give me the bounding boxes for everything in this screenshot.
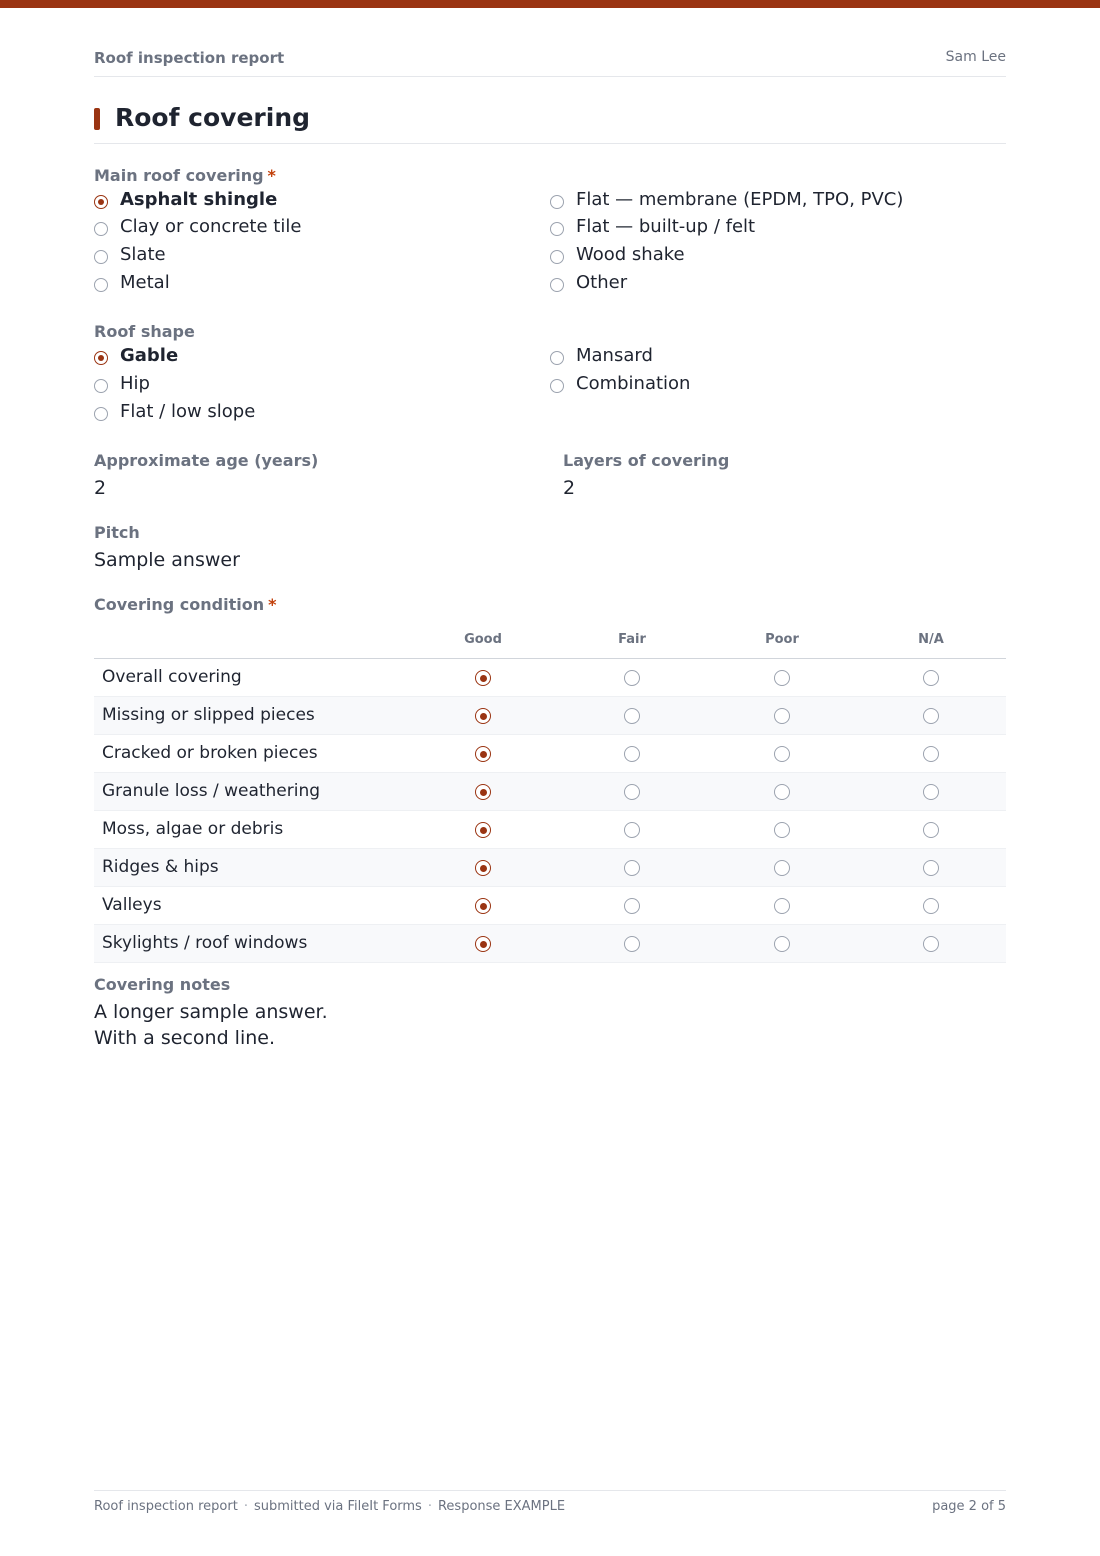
radio-fair-icon[interactable] xyxy=(624,708,640,724)
radio-good-selected-icon[interactable] xyxy=(475,784,491,800)
radio-empty-icon[interactable] xyxy=(550,379,564,393)
row-label: Moss, algae or debris xyxy=(102,819,284,839)
radio-empty-icon[interactable] xyxy=(94,379,108,393)
radio-na-icon[interactable] xyxy=(923,822,939,838)
radio-good-selected-icon[interactable] xyxy=(475,936,491,952)
matrix-row xyxy=(94,925,1006,963)
required-mark: * xyxy=(267,166,276,185)
roof-shape-label-text: Roof shape xyxy=(94,322,195,341)
radio-na-icon[interactable] xyxy=(923,746,939,762)
option-label: Flat — built-up / felt xyxy=(576,216,756,237)
row-label: Skylights / roof windows xyxy=(102,933,308,953)
column-header-fair: Fair xyxy=(618,632,646,647)
option-label: Metal xyxy=(120,272,170,293)
condition-label xyxy=(94,595,277,614)
footer-separator: · xyxy=(427,1499,432,1514)
age-label: Approximate age (years) xyxy=(94,451,319,470)
section-title: Roof covering xyxy=(115,103,311,132)
radio-na-icon[interactable] xyxy=(923,860,939,876)
radio-good-selected-icon[interactable] xyxy=(475,708,491,724)
header-author: Sam Lee xyxy=(945,49,1006,65)
radio-na-icon[interactable] xyxy=(923,708,939,724)
radio-poor-icon[interactable] xyxy=(774,822,790,838)
option-label: Gable xyxy=(120,345,179,366)
option-label: Other xyxy=(576,272,628,293)
main-covering-label xyxy=(94,166,276,185)
radio-poor-icon[interactable] xyxy=(774,746,790,762)
option-label: Mansard xyxy=(576,345,653,366)
radio-empty-icon[interactable] xyxy=(94,222,108,236)
radio-fair-icon[interactable] xyxy=(624,860,640,876)
radio-poor-icon[interactable] xyxy=(774,898,790,914)
roof-shape-label xyxy=(94,322,195,341)
condition-label-text: Covering condition xyxy=(94,595,265,614)
required-mark: * xyxy=(268,595,277,614)
footer-left xyxy=(94,1499,565,1514)
radio-na-icon[interactable] xyxy=(923,784,939,800)
radio-good-selected-icon[interactable] xyxy=(475,822,491,838)
radio-poor-icon[interactable] xyxy=(774,708,790,724)
radio-poor-icon[interactable] xyxy=(774,936,790,952)
radio-fair-icon[interactable] xyxy=(624,784,640,800)
matrix-row xyxy=(94,697,1006,735)
row-label: Granule loss / weathering xyxy=(102,781,321,801)
matrix-header xyxy=(94,624,1006,659)
row-label: Overall covering xyxy=(102,667,242,687)
radio-na-icon[interactable] xyxy=(923,936,939,952)
radio-fair-icon[interactable] xyxy=(624,898,640,914)
option-label: Flat / low slope xyxy=(120,401,256,422)
pitch-value: Sample answer xyxy=(94,549,240,571)
age-value: 2 xyxy=(94,477,107,499)
radio-good-selected-icon[interactable] xyxy=(475,670,491,686)
matrix-row xyxy=(94,887,1006,925)
notes-label: Covering notes xyxy=(94,975,231,994)
radio-fair-icon[interactable] xyxy=(624,936,640,952)
section-accent-bar xyxy=(94,108,100,130)
section-heading xyxy=(94,103,1006,144)
radio-good-selected-icon[interactable] xyxy=(475,860,491,876)
footer-submitted: submitted via FileIt Forms xyxy=(253,1499,422,1514)
radio-empty-icon[interactable] xyxy=(94,250,108,264)
pitch-label: Pitch xyxy=(94,523,140,542)
option-label: Wood shake xyxy=(576,244,685,265)
matrix-row xyxy=(94,735,1006,773)
radio-fair-icon[interactable] xyxy=(624,746,640,762)
footer-doc-title: Roof inspection report xyxy=(94,1499,238,1514)
matrix-row xyxy=(94,811,1006,849)
radio-empty-icon[interactable] xyxy=(550,351,564,365)
radio-empty-icon[interactable] xyxy=(550,278,564,292)
column-header-poor: Poor xyxy=(765,632,799,647)
matrix-row xyxy=(94,849,1006,887)
option-label: Hip xyxy=(120,373,150,394)
radio-na-icon[interactable] xyxy=(923,670,939,686)
option-label: Slate xyxy=(120,244,166,265)
notes-value: A longer sample answer. With a second line. xyxy=(94,1001,328,1049)
row-label: Ridges & hips xyxy=(102,857,219,877)
radio-empty-icon[interactable] xyxy=(94,278,108,292)
condition-matrix xyxy=(94,624,1006,963)
option-label: Flat — membrane (EPDM, TPO, PVC) xyxy=(576,189,904,210)
radio-fair-icon[interactable] xyxy=(624,670,640,686)
radio-fair-icon[interactable] xyxy=(624,822,640,838)
main-covering-label-text: Main roof covering xyxy=(94,166,264,185)
footer-separator: · xyxy=(243,1499,248,1514)
running-header xyxy=(94,48,1006,77)
footer-response: Response EXAMPLE xyxy=(437,1499,566,1514)
radio-poor-icon[interactable] xyxy=(774,784,790,800)
radio-na-icon[interactable] xyxy=(923,898,939,914)
radio-empty-icon[interactable] xyxy=(550,222,564,236)
header-doc-title: Roof inspection report xyxy=(94,49,285,67)
row-label: Missing or slipped pieces xyxy=(102,705,315,725)
option-label: Clay or concrete tile xyxy=(120,216,302,237)
radio-empty-icon[interactable] xyxy=(550,250,564,264)
radio-good-selected-icon[interactable] xyxy=(475,898,491,914)
column-header-good: Good xyxy=(464,632,502,647)
option-label: Combination xyxy=(576,373,691,394)
footer-page-number: page 2 of 5 xyxy=(932,1499,1006,1514)
option-label: Asphalt shingle xyxy=(120,189,278,210)
radio-empty-icon[interactable] xyxy=(94,407,108,421)
radio-selected-icon[interactable] xyxy=(94,195,108,209)
page-footer xyxy=(94,1490,1006,1521)
row-label: Valleys xyxy=(102,895,162,915)
layers-value: 2 xyxy=(563,477,576,499)
radio-empty-icon[interactable] xyxy=(550,195,564,209)
radio-good-selected-icon[interactable] xyxy=(475,746,491,762)
radio-poor-icon[interactable] xyxy=(774,860,790,876)
radio-selected-icon[interactable] xyxy=(94,351,108,365)
matrix-row xyxy=(94,659,1006,697)
top-accent-bar xyxy=(0,0,1100,8)
matrix-row xyxy=(94,773,1006,811)
row-label: Cracked or broken pieces xyxy=(102,743,318,763)
column-header-na: N/A xyxy=(918,632,944,647)
layers-label: Layers of covering xyxy=(563,451,730,470)
radio-poor-icon[interactable] xyxy=(774,670,790,686)
